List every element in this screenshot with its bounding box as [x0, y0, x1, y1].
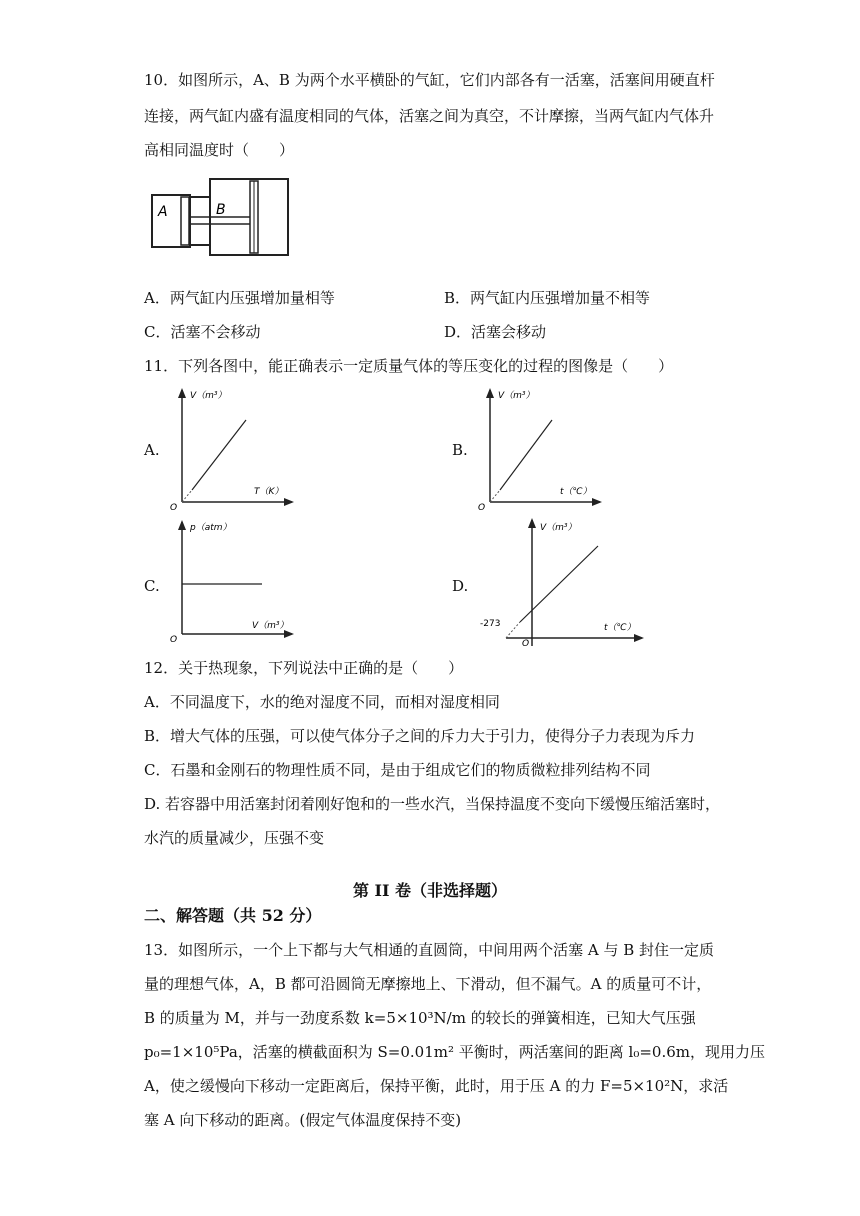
q10-option-b: B．两气缸内压强增加量不相等 [444, 289, 651, 307]
graph-a-dashed-line [182, 490, 192, 502]
graph-b-origin: O [478, 503, 486, 512]
q12-option-d-line-1: D. 若容器中用活塞封闭着刚好饱和的一些水汽，当保持温度不变向下缓慢压缩活塞时， [144, 795, 721, 813]
graph-a-origin: O [170, 503, 178, 512]
q11-line-1: 11．下列各图中，能正确表示一定质量气体的等压变化的过程的图像是（ ） [144, 357, 674, 375]
graph-a [168, 386, 298, 512]
graph-c-x-arrow [284, 630, 294, 638]
section-title: 第 II 卷（非选择题） [352, 881, 508, 900]
label-cylinder-a: A [158, 204, 168, 220]
q12-option-d-line-2: 水汽的质量减少，压强不变 [144, 829, 325, 847]
q13-line-1: 13．如图所示，一个上下都与大气相通的直圆筒，中间用两个活塞 A 与 B 封住一定质 [144, 941, 715, 959]
graph-c-y-arrow [178, 520, 186, 530]
q10-line-1: 10．如图所示，A、B 为两个水平横卧的气缸，它们内部各有一活塞，活塞间用硬直杆 [144, 71, 715, 89]
graph-a-x-label: T（K） [254, 487, 284, 497]
graph-b-y-label: V（m³） [498, 391, 535, 401]
q11-label-c: C. [144, 577, 160, 595]
q11-label-d: D. [452, 577, 469, 595]
graph-d-dashed-line [506, 622, 520, 638]
graph-c [168, 518, 298, 644]
graph-d-tick-label: -273 [480, 619, 501, 629]
q12-option-b: B．增大气体的压强，可以使气体分子之间的斥力大于引力，使得分子力表现为斥力 [144, 727, 696, 745]
q13-line-2: 量的理想气体，A，B 都可沿圆筒无摩擦地上、下滑动，但不漏气。A 的质量可不计， [144, 975, 712, 993]
graph-a-x-arrow [284, 498, 294, 506]
q10-option-d: D．活塞会移动 [444, 323, 547, 341]
graph-d-y-arrow [528, 518, 536, 528]
cylinder-diagram [150, 176, 290, 256]
graph-a-y-arrow [178, 388, 186, 398]
graph-d-origin: O [522, 639, 530, 648]
q10-option-a: A．两气缸内压强增加量相等 [144, 289, 335, 307]
graph-b [476, 386, 626, 512]
graph-b-y-arrow [486, 388, 494, 398]
q13-line-5: A，使之缓慢向下移动一定距离后，保持平衡，此时，用于压 A 的力 F=5×10²N，求活 [144, 1077, 729, 1095]
q12-option-c: C．石墨和金刚石的物理性质不同，是由于组成它们的物质微粒排列结构不同 [144, 761, 651, 779]
q11-label-b: B. [452, 441, 468, 459]
graph-a-y-label: V（m³） [190, 391, 227, 401]
graph-d [476, 516, 648, 648]
graph-c-y-label: p（atm） [190, 523, 232, 533]
graph-b-x-arrow [592, 498, 602, 506]
graph-b-x-label: t（℃） [560, 487, 592, 497]
q13-line-3: B 的质量为 M，并与一劲度系数 k=5×10³N/m 的较长的弹簧相连，已知大气压强 [144, 1009, 696, 1027]
q12-line-1: 12．关于热现象，下列说法中正确的是（ ） [144, 659, 464, 677]
label-cylinder-b: B [216, 202, 226, 218]
graph-c-origin: O [170, 635, 178, 644]
q12-option-a: A．不同温度下，水的绝对湿度不同，而相对湿度相同 [144, 693, 500, 711]
q10-line-3: 高相同温度时（ ） [144, 141, 295, 159]
graph-b-dashed-line [490, 490, 500, 502]
graph-d-x-arrow [634, 634, 644, 642]
graph-d-x-label: t（℃） [604, 623, 636, 633]
q11-label-a: A. [144, 441, 160, 459]
graph-c-x-label: V（m³） [252, 621, 289, 631]
q13-line-6: 塞 A 向下移动的距离。(假定气体温度保持不变) [144, 1111, 462, 1129]
graph-d-y-label: V（m³） [540, 523, 577, 533]
q10-line-2: 连接，两气缸内盛有温度相同的气体，活塞之间为真空，不计摩擦，当两气缸内气体升 [144, 107, 715, 125]
section-subtitle: 二、解答题（共 52 分） [144, 906, 322, 925]
q13-line-4: p₀=1×10⁵Pa，活塞的横截面积为 S=0.01m² 平衡时，两活塞间的距离 l₀=0.6m，现用力压 [144, 1043, 766, 1061]
graph-a-line [192, 420, 246, 490]
graph-b-line [500, 420, 552, 490]
q10-option-c: C．活塞不会移动 [144, 323, 261, 341]
